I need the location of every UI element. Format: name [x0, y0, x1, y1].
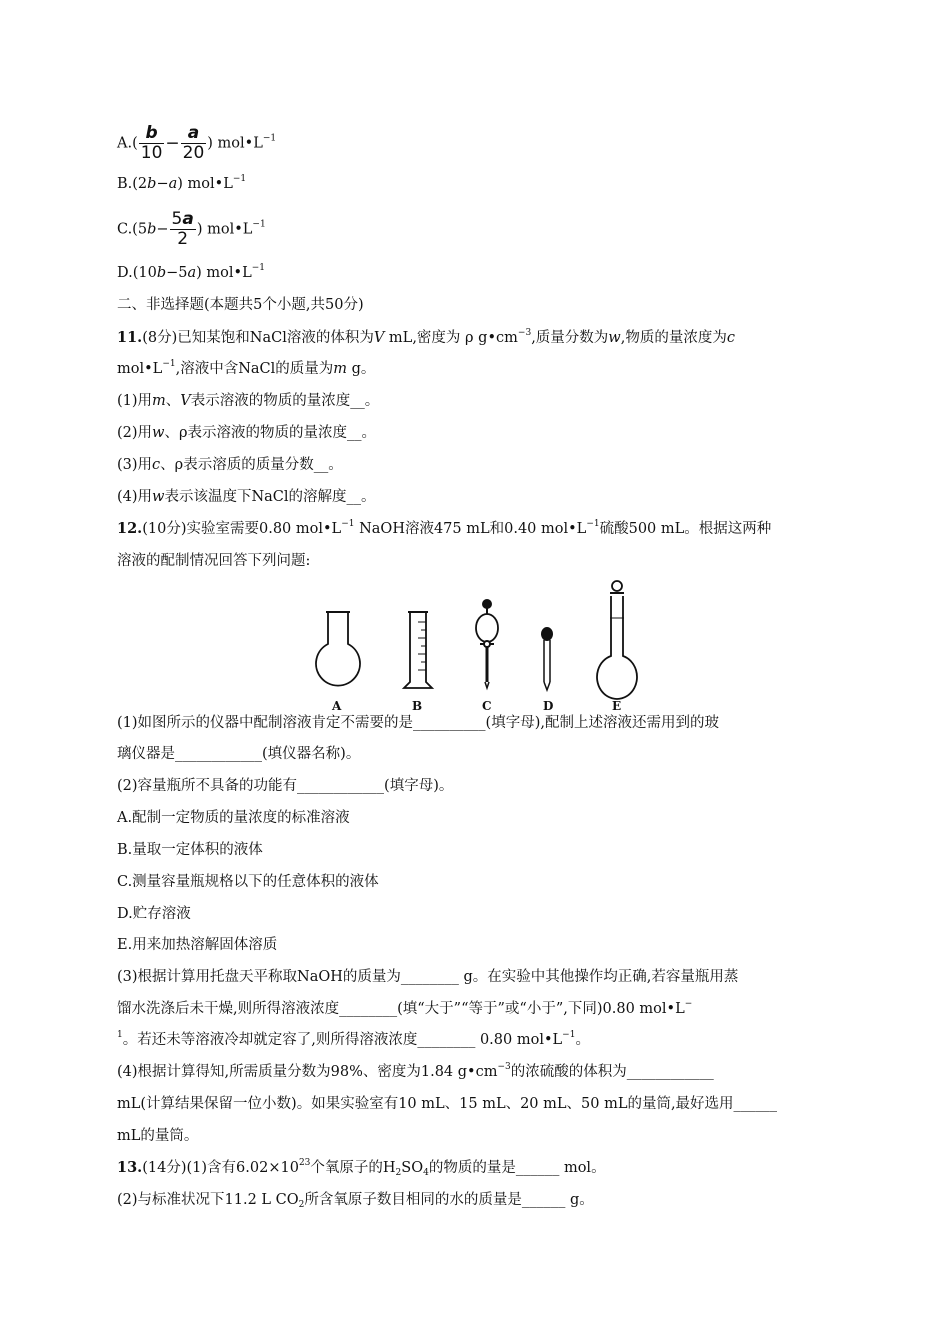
separatory-funnel-icon	[476, 600, 498, 688]
round-bottom-flask-icon	[316, 612, 360, 686]
q12-part4-line1: (4)根据计算得知,所需质量分数为98%、密度为1.84 $g•cm^{-3}$的浓硫酸的体积为____________	[117, 1062, 714, 1080]
q12-option-a: A.配制一定物质的量浓度的标准溶液	[117, 810, 350, 826]
q12-part1-line1: (1)如图所示的仪器中配制溶液肯定不需要的是__________(填字母),配制上述溶液还需用到的玻	[117, 715, 719, 731]
q12-part1-line2: 璃仪器是____________(填仪器名称)。	[117, 746, 361, 762]
option-d: D.(10b−5a) $mol•L^{-1}$	[117, 263, 266, 281]
q12-option-b: B.量取一定体积的液体	[117, 842, 263, 858]
q11-part2: (2)用w、ρ表示溶液的物质的量浓度__。	[117, 425, 376, 441]
figure-label-b: B	[412, 699, 423, 713]
figure-label-c: C	[482, 699, 492, 713]
option-b: B.(2b−a) $mol•L^{-1}$	[117, 174, 247, 192]
q11-part1: (1)用m、V表示溶液的物质的量浓度__。	[117, 393, 380, 409]
section-heading: 二、非选择题(本题共5个小题,共50分)	[117, 297, 364, 313]
q12-option-e: E.用来加热溶解固体溶质	[117, 937, 278, 953]
lab-apparatus-figure	[300, 578, 640, 714]
q12-stem-line2: 溶液的配制情况回答下列问题:	[117, 553, 311, 569]
fraction-b-over-10: $\frac{b}{10}$	[140, 123, 163, 163]
q11-part3: (3)用c、ρ表示溶质的质量分数__。	[117, 457, 343, 473]
figure-label-a: A	[332, 699, 342, 713]
option-c: C.(5b− $\frac{5a}{2}$ ) $mol•L^{-1}$	[117, 209, 266, 249]
q12-part3-line1: (3)根据计算用托盘天平称取NaOH的质量为________ g。在实验中其他操作均正确,若容量瓶用蒸	[117, 969, 739, 985]
q12-part3-line2: 馏水洗涤后未干燥,则所得溶液浓度________(填“大于”“等于”或“小于”,下同)0.80 mol•L−	[117, 999, 693, 1017]
dropper-icon	[542, 628, 552, 690]
q12-part2: (2)容量瓶所不具备的功能有____________(填字母)。	[117, 778, 454, 794]
fraction-5a-over-2: $\frac{5a}{2}$	[171, 209, 194, 249]
figure-label-e: E	[612, 699, 622, 713]
figure-label-d: D	[543, 699, 554, 713]
graduated-cylinder-icon	[404, 612, 432, 688]
q11-part4: (4)用w表示该温度下NaCl的溶解度__。	[117, 489, 376, 505]
q13-part2: (2)与标准状况下11.2 L $CO_2$所含氧原子数目相同的水的质量是______ g。	[117, 1192, 594, 1210]
option-a: A.( $\frac{b}{10}$ − $\frac{a}{20}$ ) $mol•L^{-1}$	[117, 123, 277, 163]
fraction-a-over-20: $\frac{a}{20}$	[182, 123, 205, 163]
q12-option-d: D.贮存溶液	[117, 906, 191, 922]
q12-part4-line2: mL(计算结果保留一位小数)。如果实验室有10 mL、15 mL、20 mL、50 mL的量筒,最好选用______	[117, 1096, 778, 1112]
q12-option-c: C.测量容量瓶规格以下的任意体积的液体	[117, 874, 379, 890]
q12-part4-line3: mL的量筒。	[117, 1128, 199, 1144]
q12-part3-line3: $^1$。若还未等溶液冷却就定容了,则所得溶液浓度________ 0.80 $mol•L^{-1}$。	[117, 1030, 590, 1048]
q12-stem-line1: 12.(10分)实验室需要0.80 $mol•L^{-1}$ NaOH溶液475 mL和0.40 $mol•L^{-1}$硫酸500 mL。根据这两种	[117, 519, 772, 537]
q11-stem-line1: 11.(8分)已知某饱和NaCl溶液的体积为V mL,密度为 ρ $g•cm^{-3}$,质量分数为w,物质的量浓度为c	[117, 328, 735, 346]
q13-part1: 13.(14分)(1)含有$6.02\times 10^{23}$个氧原子的$H_2SO_4$的物质的量是______ mol。	[117, 1158, 606, 1178]
volumetric-flask-icon	[597, 581, 637, 699]
q11-stem-line2: $mol•L^{-1}$,溶液中含NaCl的质量为m g。	[117, 359, 376, 377]
